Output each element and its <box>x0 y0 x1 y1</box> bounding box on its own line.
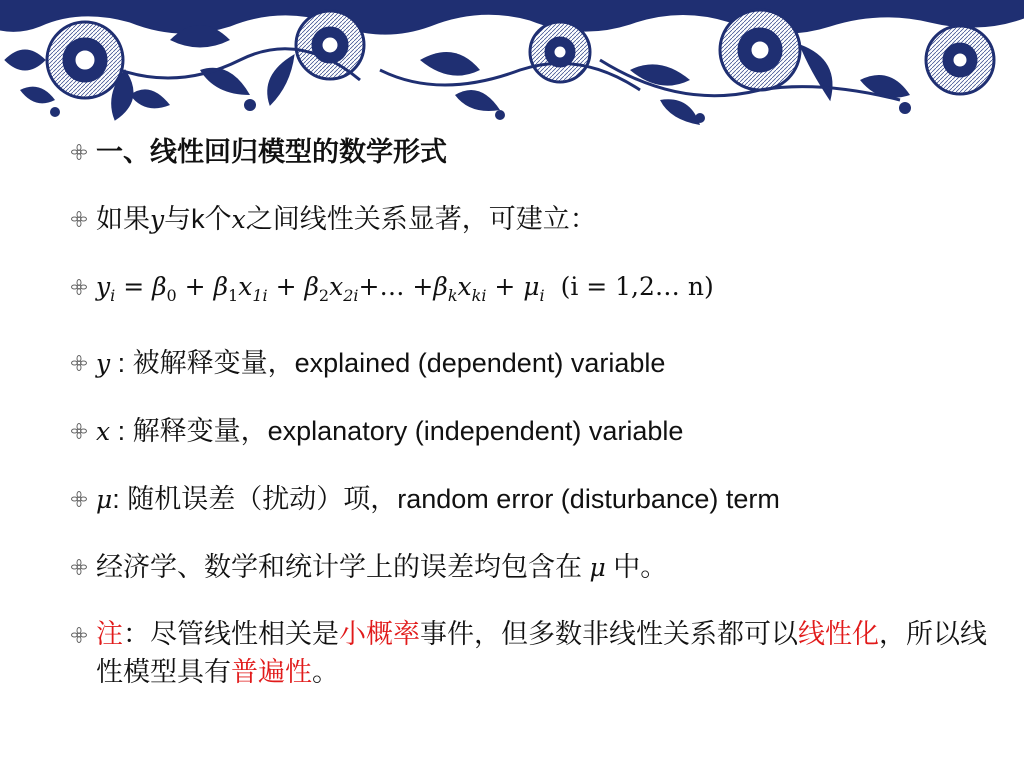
eq-beta: β <box>152 272 167 301</box>
eq-sub: i <box>110 286 116 305</box>
floral-banner <box>0 0 1024 130</box>
bullet-mu-definition <box>62 479 1002 520</box>
flower-bullet-icon <box>62 132 96 172</box>
flower-bullet-icon <box>62 411 96 451</box>
x-definition-text: : 解释变量，explanatory (independent) variable <box>110 416 684 446</box>
eq-mu: μ <box>523 272 540 301</box>
bullet-x-definition <box>62 411 1002 452</box>
flower-bullet-icon <box>62 343 96 383</box>
highlight-linearize: 线性化 <box>798 619 879 649</box>
intro-text <box>96 199 1002 240</box>
eq-sub: k <box>447 286 458 305</box>
var-mu: μ <box>589 553 606 582</box>
flower-bullet-icon <box>62 479 96 519</box>
x-definition <box>96 411 1002 452</box>
eq-sub: ki <box>471 286 487 305</box>
mu-definition-text: : 随机误差（扰动）项，random error (disturbance) term <box>112 484 780 514</box>
bullet-error-note <box>62 547 1002 588</box>
intro-part: 之间线性关系显著，可建立： <box>245 204 597 234</box>
eq-beta: β <box>213 272 229 301</box>
remark-part: 事件，但多数非线性关系都可以 <box>420 619 798 649</box>
y-definition <box>96 343 1002 384</box>
section-title: 一、线性回归模型的数学形式 <box>96 137 447 167</box>
flower-bullet-icon <box>62 267 96 307</box>
eq-sub: 1i <box>252 286 268 305</box>
bullet-intro <box>62 199 1002 240</box>
eq-sub: i <box>539 286 545 305</box>
remark-part: 。 <box>312 657 339 687</box>
flower-bullet-icon <box>62 547 96 587</box>
eq-sub: 1 <box>228 286 239 305</box>
eq-op: + <box>176 272 214 301</box>
bullet-equation <box>62 267 1002 316</box>
regression-equation <box>96 267 1002 316</box>
note-label: 注 <box>96 619 123 649</box>
bullet-remark <box>62 615 1002 691</box>
highlight-universality: 普遍性 <box>231 657 312 687</box>
bullet-y-definition <box>62 343 1002 384</box>
eq-beta: β <box>304 272 319 301</box>
eq-x: x <box>238 272 253 301</box>
error-note-part: 中。 <box>605 552 668 582</box>
intro-part: 与k个 <box>164 204 232 234</box>
intro-part: 如果 <box>96 204 150 234</box>
remark-text <box>96 615 1002 691</box>
remark-part: ，所以线性模型具有 <box>96 619 987 687</box>
eq-sub: 2 <box>318 286 330 305</box>
var-x: x <box>96 417 111 446</box>
slide-content <box>62 132 1002 718</box>
eq-y: y <box>96 272 111 301</box>
eq-x: x <box>457 272 472 301</box>
eq-op: = <box>115 272 153 301</box>
eq-sub: 0 <box>166 286 177 305</box>
var-y: y <box>96 349 111 378</box>
error-note-part: 经济学、数学和统计学上的误差均包含在 <box>96 552 590 582</box>
var-mu: μ <box>96 485 113 514</box>
eq-op: + <box>486 272 524 301</box>
flower-bullet-icon <box>62 199 96 239</box>
highlight-low-probability: 小概率 <box>339 619 420 649</box>
eq-range: (i = 1,2… n) <box>560 272 714 301</box>
remark-part: ：尽管线性相关是 <box>123 619 339 649</box>
flower-bullet-icon <box>62 615 96 655</box>
eq-op: +… + <box>358 272 434 301</box>
eq-sub: 2i <box>343 286 359 305</box>
eq-x: x <box>329 272 344 301</box>
eq-beta: β <box>433 272 448 301</box>
bullet-title <box>62 132 1002 172</box>
y-definition-text: : 被解释变量，explained (dependent) variable <box>110 348 666 378</box>
eq-op: + <box>267 272 305 301</box>
var-y: y <box>150 205 165 234</box>
mu-definition <box>96 479 1002 520</box>
var-x: x <box>231 205 246 234</box>
error-note <box>96 547 1002 588</box>
